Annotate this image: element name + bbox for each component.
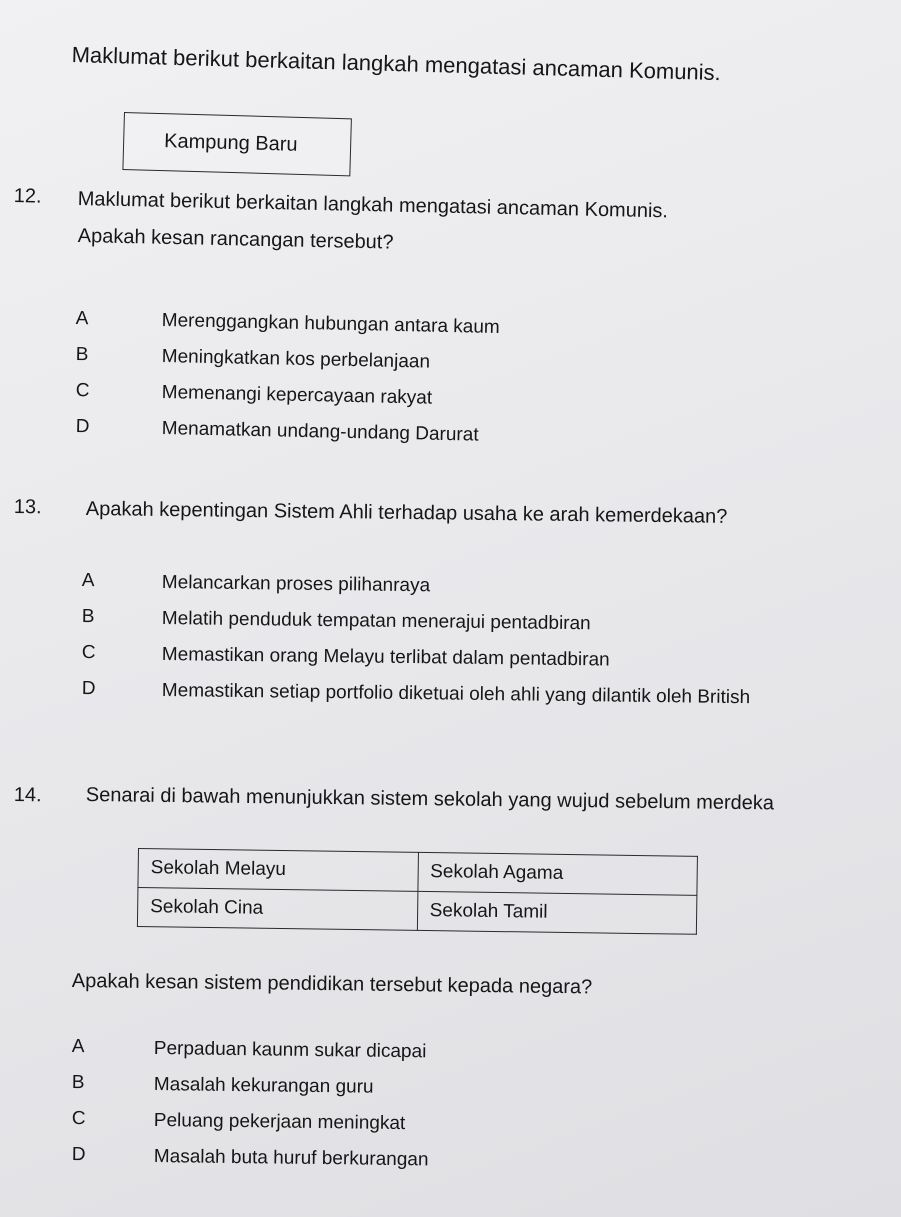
table-cell: Sekolah Melayu: [138, 849, 418, 892]
option-text: Meningkatkan kos perbelanjaan: [161, 346, 431, 373]
option-letter: D: [75, 416, 90, 438]
school-table: [137, 848, 698, 935]
option-text: Peluang pekerjaan meningkat: [153, 1110, 406, 1135]
option-letter: D: [71, 1144, 86, 1166]
option-letter: B: [75, 344, 89, 366]
question-12-line-1: Maklumat berikut berkaitan langkah mengatasi ancaman Komunis.: [77, 188, 669, 223]
option-letter: C: [81, 642, 96, 664]
table-cell: Sekolah Cina: [137, 888, 417, 931]
option-text: Memenangi kepercayaan rakyat: [161, 382, 433, 409]
table-cell: Sekolah Agama: [417, 852, 697, 895]
question-number: 14.: [13, 784, 42, 807]
table-row: [137, 888, 696, 935]
option-text: Melancarkan proses pilihanraya: [161, 572, 431, 597]
question-12: [14, 185, 42, 209]
option-text: Menamatkan undang-undang Darurat: [161, 418, 479, 446]
option-letter: B: [71, 1072, 85, 1094]
option-text: Melatih penduduk tempatan menerajui pentadbiran: [161, 608, 591, 635]
option-letter: A: [81, 570, 95, 592]
table-cell: Sekolah Tamil: [417, 891, 697, 934]
option-text: Perpaduan kaunm sukar dicapai: [153, 1038, 427, 1063]
option-text: Memastikan setiap portfolio diketuai oleh ahli yang dilantik oleh British: [161, 680, 751, 709]
option-letter: C: [75, 380, 90, 402]
question-12-line-2: Apakah kesan rancangan tersebut?: [77, 225, 394, 254]
question-13-line-1: Apakah kepentingan Sistem Ahli terhadap usaha ke arah kemerdekaan?: [85, 498, 728, 528]
question-14-follow-up: Apakah kesan sistem pendidikan tersebut kepada negara?: [71, 970, 593, 999]
option-letter: B: [81, 606, 95, 628]
option-text: Masalah kekurangan guru: [153, 1074, 374, 1098]
option-letter: A: [75, 308, 89, 330]
info-box: [122, 112, 352, 176]
option-letter: A: [71, 1036, 85, 1058]
option-letter: D: [81, 678, 96, 700]
intro-text: Maklumat berikut berkaitan langkah mengatasi ancaman Komunis.: [71, 42, 722, 86]
info-box-text: Kampung Baru: [163, 130, 298, 156]
option-text: Memastikan orang Melayu terlibat dalam pentadbiran: [161, 644, 610, 671]
question-14-line-1: Senarai di bawah menunjukkan sistem sekolah yang wujud sebelum merdeka: [85, 784, 775, 815]
option-text: Merenggangkan hubungan antara kaum: [161, 310, 500, 339]
question-number: 12.: [13, 185, 42, 208]
option-text: Masalah buta huruf berkurangan: [153, 1146, 429, 1171]
option-letter: C: [71, 1108, 86, 1130]
question-number: 13.: [13, 496, 42, 519]
